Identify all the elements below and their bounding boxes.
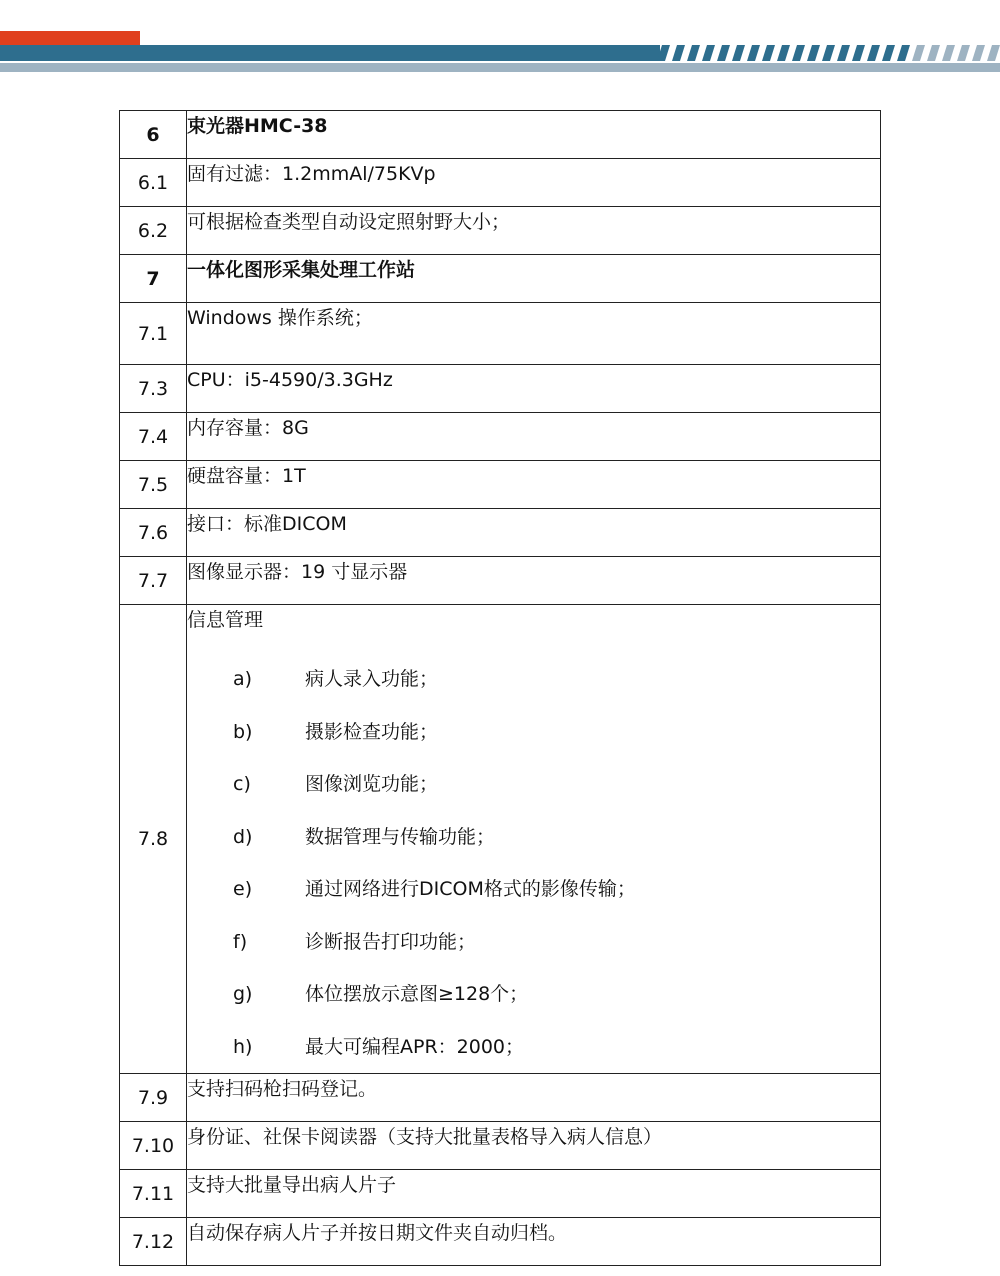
list-item-label: f) — [233, 930, 248, 953]
list-item-text: 图像浏览功能； — [305, 773, 439, 795]
list-item-label: g) — [233, 983, 253, 1005]
row-text: 硬盘容量：1T — [187, 461, 881, 509]
table-row — [120, 1170, 881, 1218]
row-number: 7.11 — [120, 1170, 187, 1218]
table-row — [120, 1074, 881, 1122]
row-number: 7.12 — [120, 1218, 187, 1266]
table-row — [120, 1122, 881, 1170]
list-item-label: a) — [233, 668, 253, 690]
row-text: 自动保存病人片子并按日期文件夹自动归档。 — [187, 1218, 881, 1266]
list-item-label: e) — [233, 878, 253, 900]
table-row — [120, 461, 881, 509]
list-item-label: c) — [233, 773, 251, 795]
table-row — [120, 207, 881, 255]
row-number: 7.4 — [120, 413, 187, 461]
row-text: 可根据检查类型自动设定照射野大小； — [187, 207, 881, 255]
list-item-label: h) — [233, 1035, 253, 1058]
row-text: 支持扫码枪扫码登记。 — [187, 1074, 881, 1122]
row-text: 内存容量：8G — [187, 413, 881, 461]
table-row — [120, 303, 881, 365]
row-number: 7.3 — [120, 365, 187, 413]
row-text: CPU：i5-4590/3.3GHz — [187, 365, 881, 413]
row-text: 一体化图形采集处理工作站 — [187, 255, 881, 303]
table-row — [120, 413, 881, 461]
list-item — [187, 706, 880, 759]
row-text: 固有过滤：1.2mmAl/75KVp — [187, 159, 881, 207]
list-item — [187, 863, 880, 916]
list-item-label: b) — [233, 720, 253, 743]
row-number: 7.6 — [120, 509, 187, 557]
spec-table — [119, 110, 881, 1266]
row-number: 7.8 — [120, 605, 187, 1074]
list-item-text: 病人录入功能； — [305, 668, 439, 690]
row-number: 6 — [120, 111, 187, 159]
row-number: 7.9 — [120, 1074, 187, 1122]
list-item — [187, 811, 880, 864]
row-text: 束光器HMC-38 — [187, 111, 881, 159]
row-text: 支持大批量导出病人片子 — [187, 1170, 881, 1218]
table-row — [120, 255, 881, 303]
table-row — [120, 1218, 881, 1266]
list-item — [187, 916, 880, 969]
table-row — [120, 365, 881, 413]
table-row-info-management — [120, 605, 881, 1074]
row-number: 7.1 — [120, 303, 187, 365]
list-item-text: 摄影检查功能； — [305, 720, 439, 743]
list-item — [187, 968, 880, 1021]
row-number: 6.2 — [120, 207, 187, 255]
table-row — [120, 509, 881, 557]
row-number: 7.10 — [120, 1122, 187, 1170]
row-text: 图像显示器：19 寸显示器 — [187, 557, 881, 605]
row-text: 接口：标准DICOM — [187, 509, 881, 557]
banner-stripes — [0, 0, 1000, 80]
list-item-text: 体位摆放示意图≥128个； — [305, 983, 529, 1005]
row-text: 身份证、社保卡阅读器（支持大批量表格导入病人信息） — [187, 1122, 881, 1170]
list-item-text: 诊断报告打印功能； — [305, 930, 477, 953]
list-item-text: 通过网络进行DICOM格式的影像传输； — [305, 878, 636, 900]
list-item-text: 数据管理与传输功能； — [305, 825, 496, 848]
list-item-label: d) — [233, 825, 253, 848]
row-number: 7.5 — [120, 461, 187, 509]
table-row — [120, 557, 881, 605]
row-number: 7.7 — [120, 557, 187, 605]
info-title: 信息管理 — [187, 609, 264, 631]
info-list — [187, 653, 880, 1073]
list-item — [187, 653, 880, 706]
list-item — [187, 758, 880, 811]
list-item — [187, 1021, 880, 1074]
row-text — [187, 605, 881, 1074]
table-row — [120, 111, 881, 159]
list-item-text: 最大可编程APR：2000； — [305, 1035, 525, 1058]
table-row — [120, 159, 881, 207]
row-number: 6.1 — [120, 159, 187, 207]
row-number: 7 — [120, 255, 187, 303]
row-text: Windows 操作系统； — [187, 303, 881, 365]
header-banner — [0, 0, 1000, 80]
